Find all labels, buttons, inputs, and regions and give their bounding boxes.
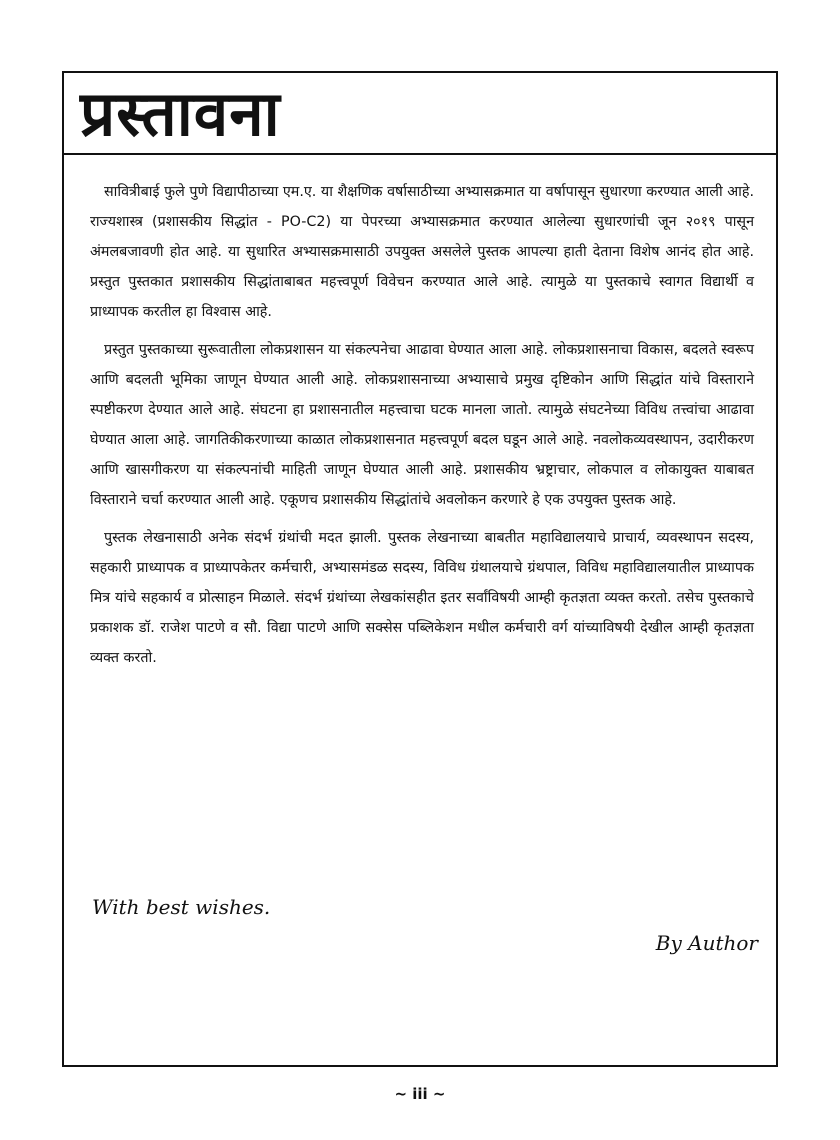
paragraph-2: प्रस्तुत पुस्तकाच्या सुरूवातीला लोकप्रशासन या संकल्पनेचा आढावा घेण्यात आला आहे. लोकप्रशासनाचा विकास, बदलते स्वरूप आणि बदलती भूमिका जाणून घेण्यात आली आहे. लोकप्रशासनाच्या अभ्यासाचे प्रमुख दृष्टिकोन आणि सिद्धांत यांचे विस्ताराने स्पष्टीकरण देण्यात आले आहे. संघटना हा प्रशासनातील महत्त्वाचा घटक मानला जातो. त्यामुळे संघटनेच्या विविध तत्त्वांचा आढावा घेण्यात आला आहे. जागतिकीकरणाच्या काळात लोकप्रशासनात महत्त्वपूर्ण बदल घडून आले आहे. नवलोकव्यवस्थापन, उदारीकरण आणि खासगीकरण या संकल्पनांची माहिती जाणून घेण्यात आली आहे. प्रशासकीय भ्रष्ट्राचार, लोकपाल व लोकायुक्त याबाबत विस्ताराने चर्चा करण्यात आली आहे. एकूणच प्रशासकीय सिद्धांतांचे अवलोकन करणारे हे एक उपयुक्त पुस्तक आहे. [90, 342, 754, 508]
page-number: ~ iii ~ [394, 1085, 446, 1103]
closing-wishes: With best wishes. [92, 895, 271, 919]
paragraph-1: सावित्रीबाई फुले पुणे विद्यापीठाच्या एम.ए. या शैक्षणिक वर्षासाठीच्या अभ्यासक्रमात या वर्षापासून सुधारणा करण्यात आली आहे. राज्यशास्त्र (प्रशासकीय सिद्धांत - PO-C2) या पेपरच्या अभ्यासक्रमात करण्यात आलेल्या सुधारणांची जून २०१९ पासून अंमलबजावणी होत आहे. या सुधारित अभ्यासक्रमासाठी उपयुक्त असलेले पुस्तक आपल्या हाती देताना विशेष आनंद होत आहे. प्रस्तुत पुस्तकात प्रशासकीय सिद्धांताबाबत महत्त्वपूर्ण विवेचन करण्यात आले आहे. त्यामुळे या पुस्तकाचे स्वागत विद्यार्थी व प्राध्यापक करतील हा विश्वास आहे. [90, 184, 754, 320]
body-text [90, 177, 754, 681]
page-title: प्रस्तावना [80, 77, 281, 150]
page-frame [62, 71, 778, 1067]
title-band [64, 73, 776, 155]
author-signature: By Author [655, 931, 758, 955]
paragraph-3: पुस्तक लेखनासाठी अनेक संदर्भ ग्रंथांची मदत झाली. पुस्तक लेखनाच्या बाबतीत महाविद्यालयाचे प्राचार्य, व्यवस्थापन सदस्य, सहकारी प्राध्यापक व प्राध्यापकेतर कर्मचारी, अभ्यासमंडळ सदस्य, विविध ग्रंथालयाचे ग्रंथपाल, विविध महाविद्यालयातील प्राध्यापक मित्र यांचे सहकार्य व प्रोत्साहन मिळाले. संदर्भ ग्रंथांच्या लेखकांसहीत इतर सर्वांविषयी आम्ही कृतज्ञता व्यक्त करतो. तसेच पुस्तकाचे प्रकाशक डॉ. राजेश पाटणे व सौ. विद्या पाटणे आणि सक्सेस पब्लिकेशन मधील कर्मचारी वर्ग यांच्याविषयी देखील आम्ही कृतज्ञता व्यक्त करतो. [90, 530, 754, 666]
